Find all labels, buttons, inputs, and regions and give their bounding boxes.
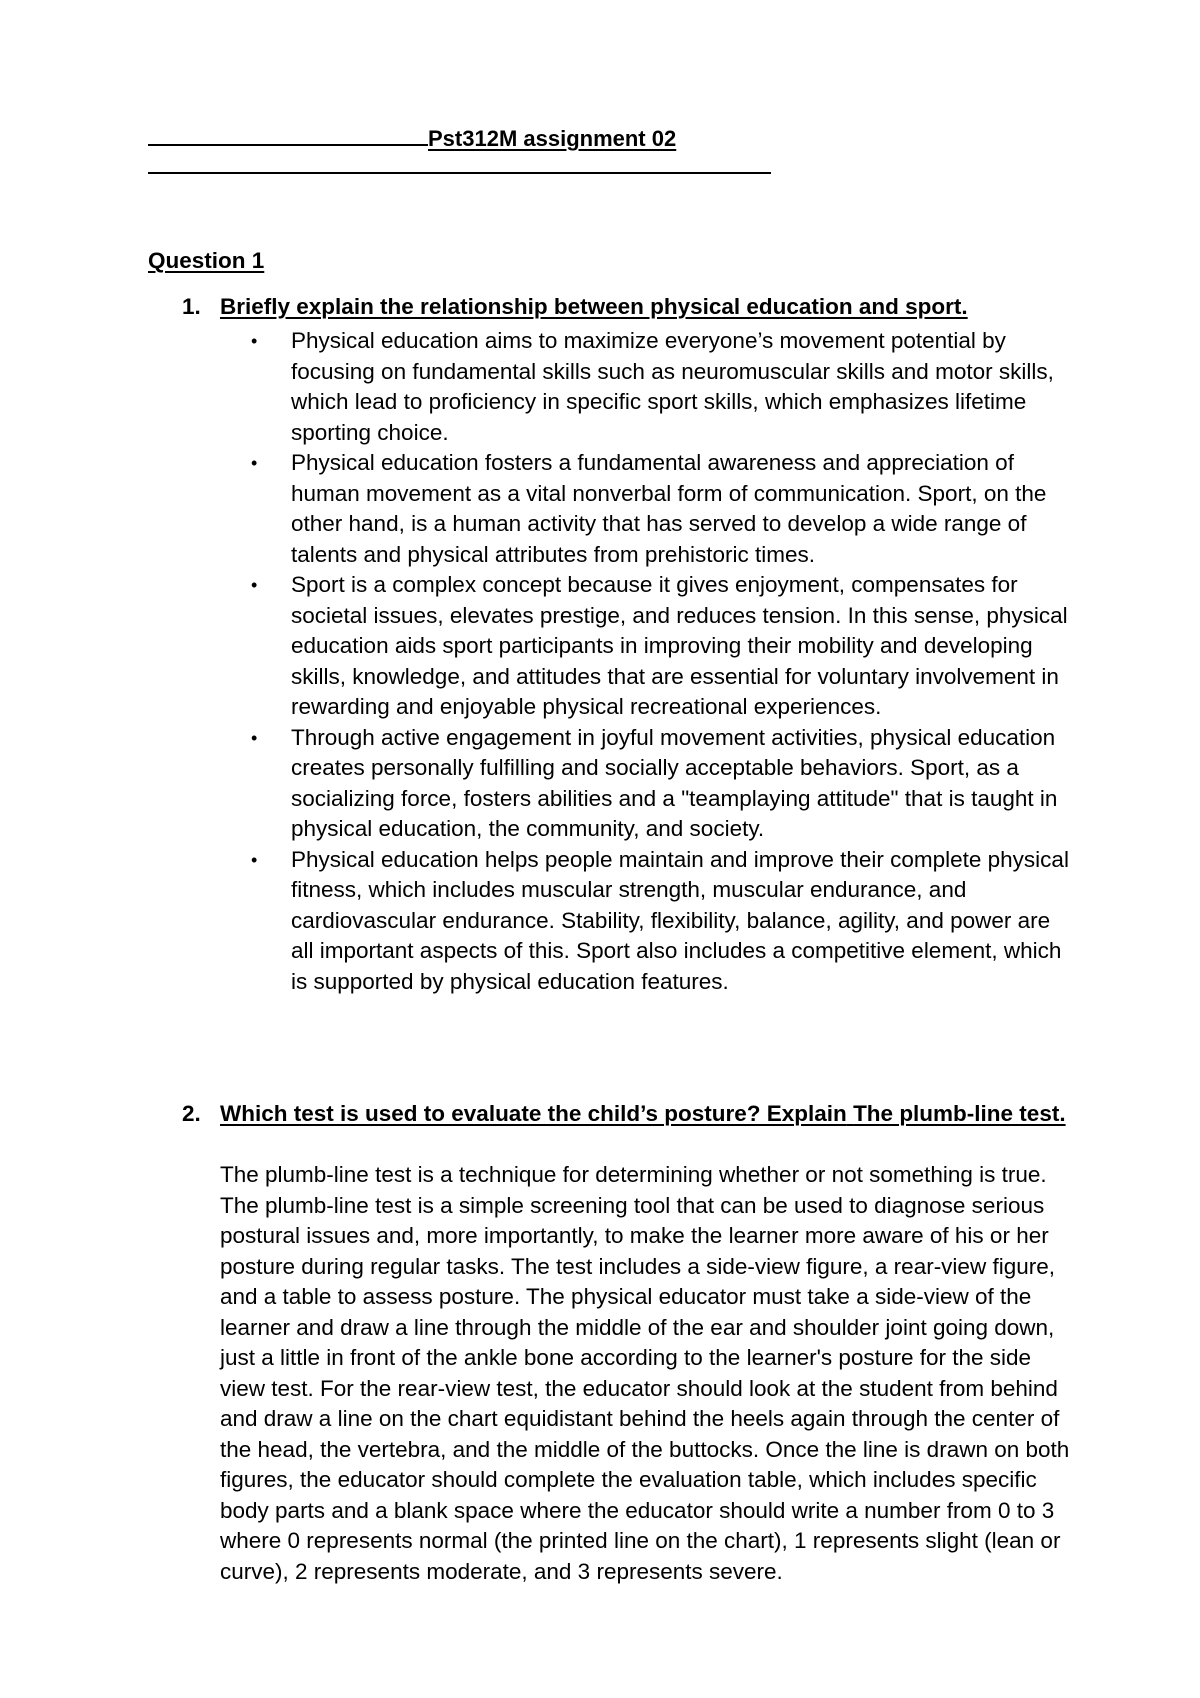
question-1-title: Briefly explain the relationship between physical education and sport. <box>220 294 968 319</box>
bullet-text: Sport is a complex concept because it gives enjoyment, compensates for societal issues, elevates prestige, and reduces tension. In this sense, physical education aids sport participants in improving their mobility and developing skills, knowledge, and attitudes that are essential for voluntary involvement in rewarding and enjoyable physical recreational experiences. <box>291 572 1068 719</box>
bullet-text: Physical education fosters a fundamental awareness and appreciation of human movement as a vital nonverbal form of communication. Sport, on the other hand, is a human activity that has served to develop a wide range of talents and physical attributes from prehistoric times. <box>291 450 1047 567</box>
list-item <box>251 845 1071 998</box>
question-1-number: 1. <box>182 294 201 319</box>
question-heading: Question 1 <box>148 248 265 273</box>
question-2-title <box>220 1099 1080 1130</box>
question-2-answer: The plumb-line test is a technique for determining whether or not something is true. The plumb-line test is a simple screening tool that can be used to diagnose serious postural issues and, more importantly, to make the learner more aware of his or her posture during regular tasks. The test includes a side-view figure, a rear-view figure, and a table to assess posture. The physical educator must take a side-view of the learner and draw a line through the middle of the ear and shoulder joint going down, just a little in front of the ankle bone according to the learner's posture for the side view test. For the rear-view test, the educator should look at the student from behind and draw a line on the chart equidistant behind the heels again through the center of the head, the vertebra, and the middle of the buttocks. Once the line is drawn on both figures, the educator should complete the evaluation table, which includes specific body parts and a blank space where the educator should write a number from 0 to 3 where 0 represents normal (the printed line on the chart), 1 represents slight (lean or curve), 2 represents moderate, and 3 represents severe. <box>220 1162 1070 1584</box>
bullet-text: Physical education helps people maintain and improve their complete physical fitness, which includes muscular strength, muscular endurance, and cardiovascular endurance. Stability, flexibility, balance, agility, and power are all important aspects of this. Sport also includes a competitive element, which is supported by physical education features. <box>291 846 1069 994</box>
title-leading-rule <box>148 143 428 146</box>
document-title-line <box>148 124 676 154</box>
document-title: Pst312M assignment 02 <box>428 126 677 151</box>
bullet-icon: • <box>251 331 258 351</box>
bullet-text: Through active engagement in joyful movement activities, physical education creates personally fulfilling and socially acceptable behaviors. Sport, as a socializing force, fosters abilities and a "teamplaying attitude" that is taught in physical education, the community, and society. <box>291 724 1058 841</box>
question-1-answer-list <box>251 326 1071 997</box>
bullet-icon: • <box>251 575 258 595</box>
bullet-text: Physical education aims to maximize everyone’s movement potential by focusing on fundamental skills such as neuromuscular skills and motor skills, which lead to proficiency in specific sport skills, which emphasizes lifetime sporting choice. <box>291 328 1054 445</box>
bullet-icon: • <box>251 727 258 748</box>
title-separator-rule <box>148 172 771 174</box>
list-item <box>251 326 1071 448</box>
bullet-icon: • <box>251 849 258 870</box>
question-2-title-main: Which test is used to evaluate the child’s posture? Explain <box>220 1101 847 1126</box>
question-2-title-answer: The plumb-line test. <box>853 1101 1066 1126</box>
bullet-icon: • <box>251 453 258 473</box>
list-item <box>251 723 1071 845</box>
list-item <box>251 570 1071 723</box>
list-item <box>251 448 1071 570</box>
question-2-number: 2. <box>182 1101 201 1126</box>
